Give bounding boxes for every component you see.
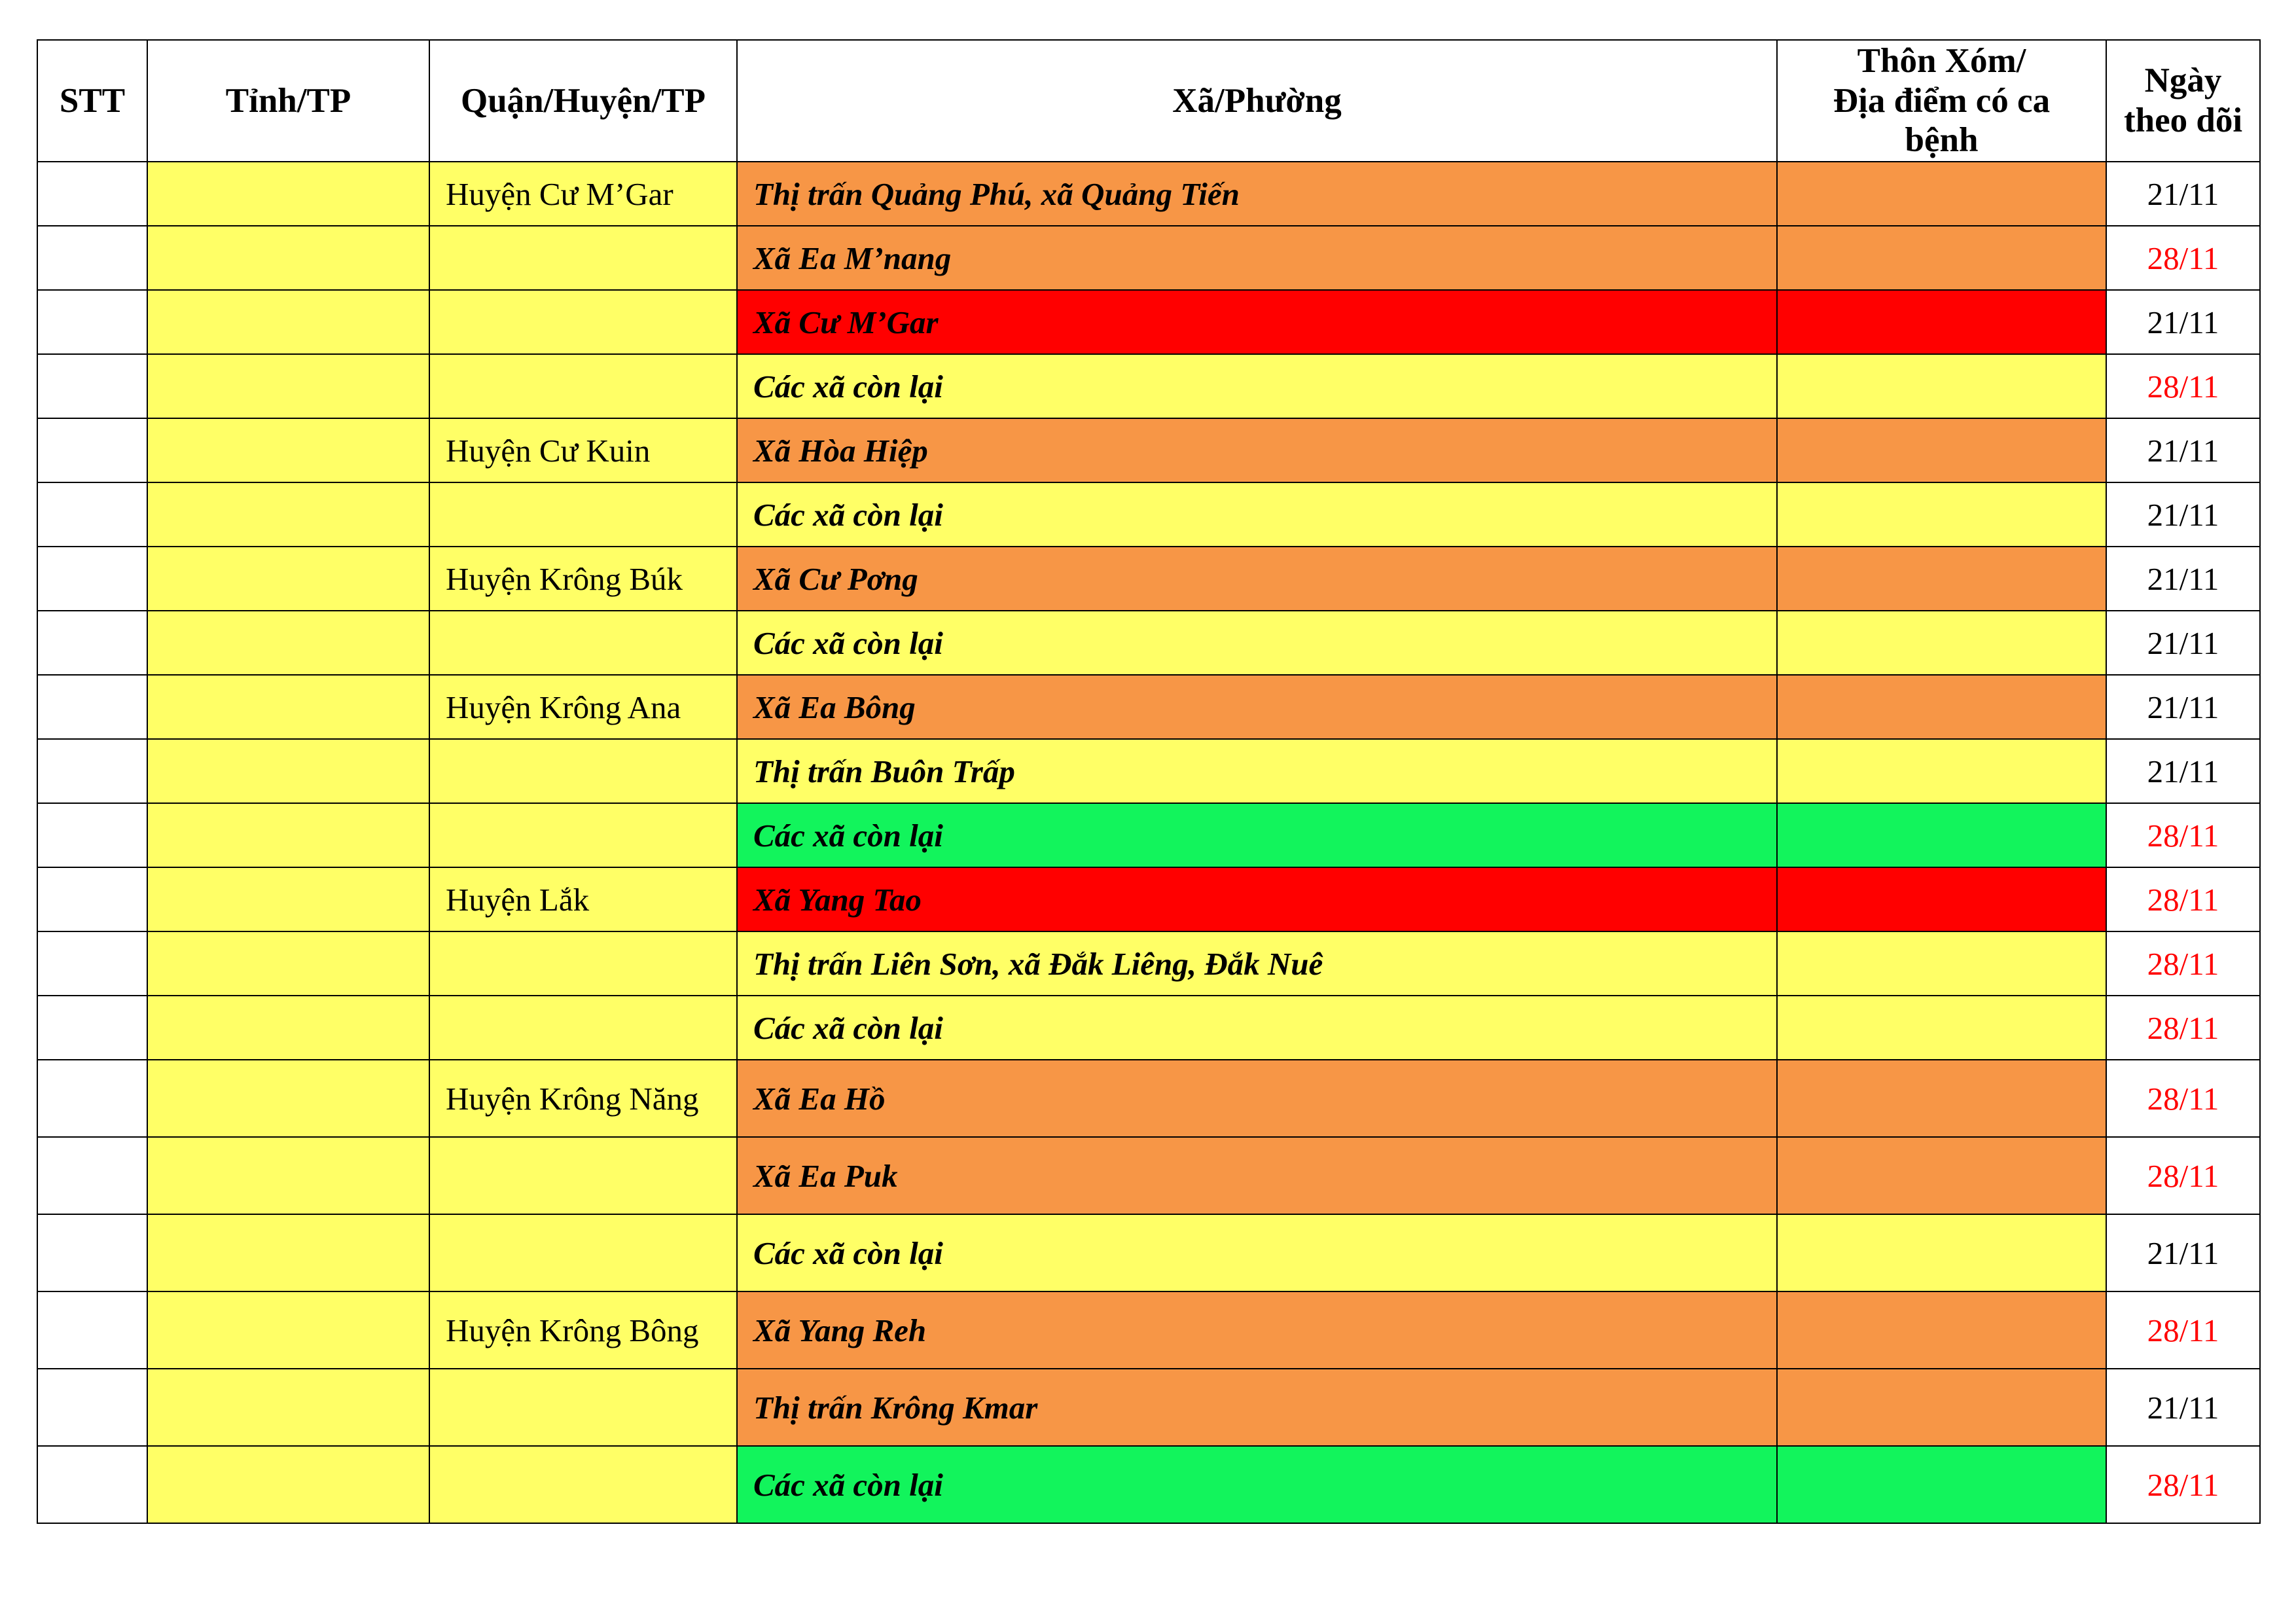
- stt-cell: [37, 162, 147, 226]
- table-row: [37, 931, 2260, 996]
- table-row: [37, 611, 2260, 675]
- header-hamlet-line: Địa điểm có ca: [1833, 81, 2051, 120]
- commune-cell: Thị trấn Buôn Trấp: [737, 739, 1777, 803]
- hamlet-cell: [1777, 803, 2106, 867]
- date-cell: 21/11: [2106, 611, 2260, 675]
- commune-cell: Xã Cư Pơng: [737, 547, 1777, 611]
- province-cell: [147, 482, 429, 547]
- header-date: [2106, 40, 2260, 162]
- district-cell: [429, 739, 737, 803]
- province-cell: [147, 803, 429, 867]
- province-cell: [147, 226, 429, 290]
- stt-cell: [37, 354, 147, 418]
- hamlet-cell: [1777, 931, 2106, 996]
- province-cell: [147, 1060, 429, 1137]
- province-cell: [147, 1291, 429, 1369]
- commune-cell: Xã Cư M’Gar: [737, 290, 1777, 354]
- date-cell: 21/11: [2106, 739, 2260, 803]
- district-cell: [429, 1446, 737, 1523]
- table-row: [37, 803, 2260, 867]
- table-row: [37, 547, 2260, 611]
- stt-cell: [37, 290, 147, 354]
- province-cell: [147, 547, 429, 611]
- province-cell: [147, 739, 429, 803]
- district-cell: [429, 482, 737, 547]
- hamlet-cell: [1777, 996, 2106, 1060]
- district-cell: Huyện Cư Kuin: [429, 418, 737, 482]
- date-cell: 28/11: [2106, 354, 2260, 418]
- table-row: [37, 354, 2260, 418]
- table-row: [37, 1446, 2260, 1523]
- stt-cell: [37, 1369, 147, 1446]
- date-cell: 28/11: [2106, 867, 2260, 931]
- hamlet-cell: [1777, 611, 2106, 675]
- date-cell: 21/11: [2106, 547, 2260, 611]
- stt-cell: [37, 226, 147, 290]
- date-cell: 21/11: [2106, 1369, 2260, 1446]
- table-row: [37, 1214, 2260, 1291]
- date-cell: 21/11: [2106, 1214, 2260, 1291]
- stt-cell: [37, 418, 147, 482]
- hamlet-cell: [1777, 1060, 2106, 1137]
- table-row: [37, 996, 2260, 1060]
- commune-cell: Các xã còn lại: [737, 1214, 1777, 1291]
- header-date-line: theo dõi: [2123, 101, 2243, 139]
- province-cell: [147, 675, 429, 739]
- header-province: Tỉnh/TP: [147, 40, 429, 162]
- table-row: [37, 1369, 2260, 1446]
- commune-cell: Xã Hòa Hiệp: [737, 418, 1777, 482]
- commune-cell: Các xã còn lại: [737, 803, 1777, 867]
- stt-cell: [37, 867, 147, 931]
- stt-cell: [37, 739, 147, 803]
- province-cell: [147, 611, 429, 675]
- hamlet-cell: [1777, 739, 2106, 803]
- header-commune: Xã/Phường: [737, 40, 1777, 162]
- district-cell: [429, 290, 737, 354]
- table-row: [37, 739, 2260, 803]
- district-cell: Huyện Krông Bông: [429, 1291, 737, 1369]
- table-row: [37, 1137, 2260, 1214]
- date-cell: 21/11: [2106, 290, 2260, 354]
- province-cell: [147, 418, 429, 482]
- table-row: [37, 675, 2260, 739]
- stt-cell: [37, 1060, 147, 1137]
- district-cell: Huyện Krông Búk: [429, 547, 737, 611]
- date-cell: 21/11: [2106, 162, 2260, 226]
- stt-cell: [37, 482, 147, 547]
- province-cell: [147, 290, 429, 354]
- commune-cell: Xã Yang Reh: [737, 1291, 1777, 1369]
- commune-cell: Thị trấn Krông Kmar: [737, 1369, 1777, 1446]
- stt-cell: [37, 1446, 147, 1523]
- district-cell: Huyện Lắk: [429, 867, 737, 931]
- table-row: [37, 482, 2260, 547]
- stt-cell: [37, 1214, 147, 1291]
- tracking-table: [37, 39, 2261, 1524]
- commune-cell: Thị trấn Quảng Phú, xã Quảng Tiến: [737, 162, 1777, 226]
- table-row: [37, 1060, 2260, 1137]
- district-cell: [429, 1214, 737, 1291]
- hamlet-cell: [1777, 547, 2106, 611]
- header-row: [37, 40, 2260, 162]
- province-cell: [147, 1214, 429, 1291]
- stt-cell: [37, 803, 147, 867]
- table-body: [37, 162, 2260, 1523]
- district-cell: [429, 996, 737, 1060]
- date-cell: 21/11: [2106, 482, 2260, 547]
- table-header: [37, 40, 2260, 162]
- hamlet-cell: [1777, 482, 2106, 547]
- district-cell: [429, 1137, 737, 1214]
- commune-cell: Xã Ea Puk: [737, 1137, 1777, 1214]
- hamlet-cell: [1777, 226, 2106, 290]
- district-cell: [429, 1369, 737, 1446]
- header-date-line: Ngày: [2144, 62, 2222, 100]
- stt-cell: [37, 611, 147, 675]
- hamlet-cell: [1777, 1446, 2106, 1523]
- district-cell: Huyện Cư M’Gar: [429, 162, 737, 226]
- district-cell: [429, 611, 737, 675]
- province-cell: [147, 931, 429, 996]
- table-row: [37, 418, 2260, 482]
- hamlet-cell: [1777, 418, 2106, 482]
- district-cell: Huyện Krông Năng: [429, 1060, 737, 1137]
- province-cell: [147, 1137, 429, 1214]
- province-cell: [147, 354, 429, 418]
- district-cell: [429, 226, 737, 290]
- district-cell: [429, 803, 737, 867]
- table-row: [37, 226, 2260, 290]
- table-row: [37, 867, 2260, 931]
- date-cell: 28/11: [2106, 1291, 2260, 1369]
- hamlet-cell: [1777, 354, 2106, 418]
- commune-cell: Các xã còn lại: [737, 1446, 1777, 1523]
- commune-cell: Xã Ea Bông: [737, 675, 1777, 739]
- table-row: [37, 290, 2260, 354]
- table-row: [37, 162, 2260, 226]
- commune-cell: Thị trấn Liên Sơn, xã Đắk Liêng, Đắk Nuê: [737, 931, 1777, 996]
- province-cell: [147, 996, 429, 1060]
- header-district: Quận/Huyện/TP: [429, 40, 737, 162]
- header-stt: STT: [37, 40, 147, 162]
- commune-cell: Các xã còn lại: [737, 611, 1777, 675]
- hamlet-cell: [1777, 1369, 2106, 1446]
- hamlet-cell: [1777, 1291, 2106, 1369]
- province-cell: [147, 1446, 429, 1523]
- commune-cell: Các xã còn lại: [737, 482, 1777, 547]
- hamlet-cell: [1777, 675, 2106, 739]
- hamlet-cell: [1777, 1214, 2106, 1291]
- commune-cell: Xã Yang Tao: [737, 867, 1777, 931]
- stt-cell: [37, 1137, 147, 1214]
- date-cell: 28/11: [2106, 1137, 2260, 1214]
- district-cell: [429, 931, 737, 996]
- header-hamlet-line: bệnh: [1905, 121, 1979, 160]
- hamlet-cell: [1777, 162, 2106, 226]
- date-cell: 28/11: [2106, 226, 2260, 290]
- date-cell: 21/11: [2106, 675, 2260, 739]
- commune-cell: Các xã còn lại: [737, 354, 1777, 418]
- commune-cell: Xã Ea M’nang: [737, 226, 1777, 290]
- date-cell: 28/11: [2106, 1060, 2260, 1137]
- stt-cell: [37, 547, 147, 611]
- date-cell: 28/11: [2106, 996, 2260, 1060]
- hamlet-cell: [1777, 1137, 2106, 1214]
- hamlet-cell: [1777, 290, 2106, 354]
- header-hamlet-line: Thôn Xóm/: [1857, 41, 2026, 80]
- province-cell: [147, 867, 429, 931]
- date-cell: 28/11: [2106, 931, 2260, 996]
- table-row: [37, 1291, 2260, 1369]
- district-cell: [429, 354, 737, 418]
- hamlet-cell: [1777, 867, 2106, 931]
- stt-cell: [37, 931, 147, 996]
- stt-cell: [37, 996, 147, 1060]
- commune-cell: Xã Ea Hồ: [737, 1060, 1777, 1137]
- header-hamlet: [1777, 40, 2106, 162]
- date-cell: 28/11: [2106, 1446, 2260, 1523]
- date-cell: 28/11: [2106, 803, 2260, 867]
- province-cell: [147, 1369, 429, 1446]
- province-cell: [147, 162, 429, 226]
- district-cell: Huyện Krông Ana: [429, 675, 737, 739]
- date-cell: 21/11: [2106, 418, 2260, 482]
- stt-cell: [37, 675, 147, 739]
- stt-cell: [37, 1291, 147, 1369]
- commune-cell: Các xã còn lại: [737, 996, 1777, 1060]
